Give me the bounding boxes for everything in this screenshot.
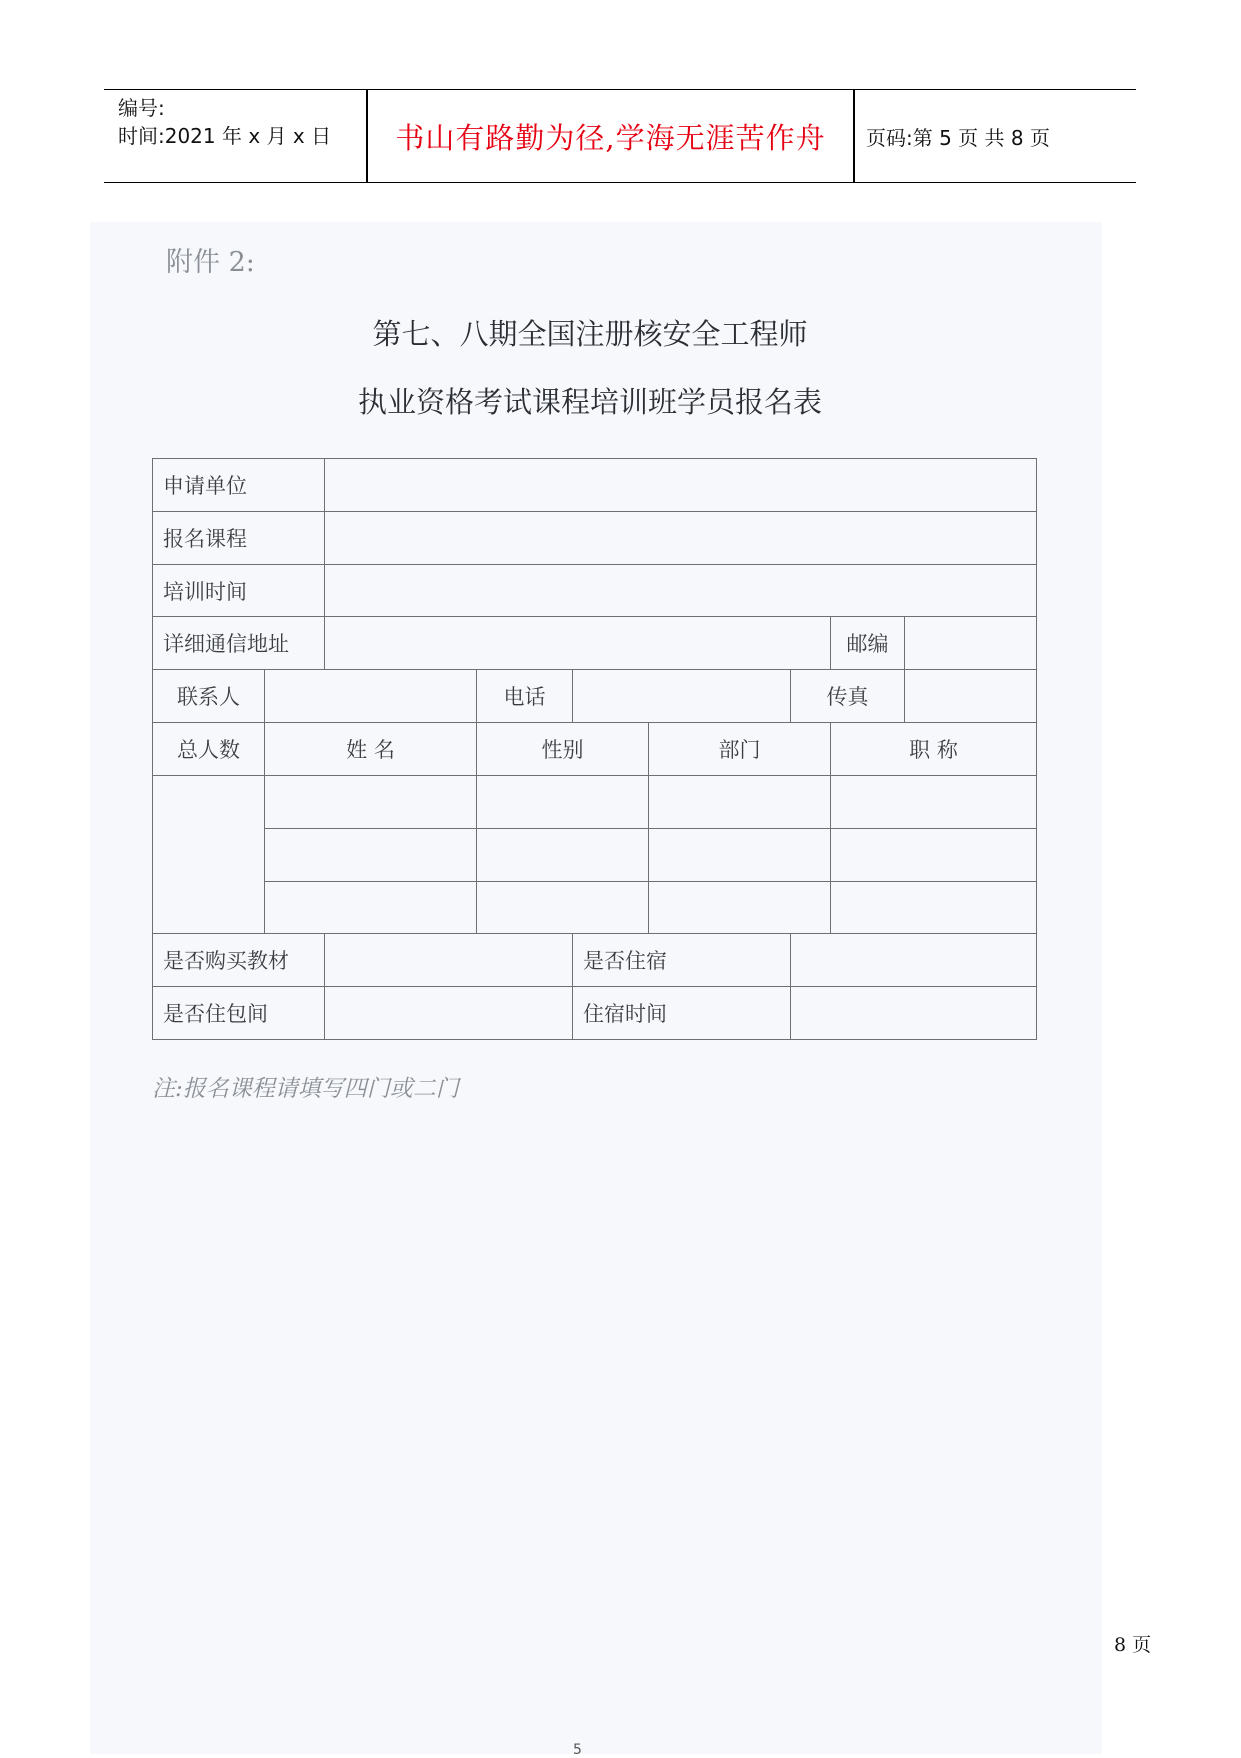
department-cell[interactable] xyxy=(649,881,831,934)
name-cell[interactable] xyxy=(265,881,477,934)
department-cell[interactable] xyxy=(649,775,831,828)
private-room-field[interactable] xyxy=(325,987,573,1040)
job-title-cell[interactable] xyxy=(831,828,1037,881)
postcode-field[interactable] xyxy=(905,617,1037,670)
header-motto: 书山有路勤为径,学海无涯苦作舟 xyxy=(395,120,826,155)
form-note: 注:报名课程请填写四门或二门 xyxy=(152,1076,459,1102)
registration-form-table xyxy=(152,458,1037,1040)
phone-field[interactable] xyxy=(573,670,791,723)
buy-materials-field[interactable] xyxy=(325,934,573,987)
job-title-cell[interactable] xyxy=(831,775,1037,828)
page-header xyxy=(104,89,1136,183)
job-title-header: 职 称 xyxy=(831,723,1037,776)
training-time-field[interactable] xyxy=(325,564,1037,617)
gender-cell[interactable] xyxy=(477,881,649,934)
applicant-unit-label: 申请单位 xyxy=(153,459,325,512)
table-row xyxy=(153,564,1037,617)
scan-page-number: 5 xyxy=(573,1742,582,1758)
accommodation-time-label: 住宿时间 xyxy=(573,987,791,1040)
number-label: 编号: xyxy=(118,96,165,120)
table-row xyxy=(153,459,1037,512)
form-title-line2: 执业资格考试课程培训班学员报名表 xyxy=(357,385,822,419)
accommodation-field[interactable] xyxy=(791,934,1037,987)
accommodation-label: 是否住宿 xyxy=(573,934,791,987)
department-header: 部门 xyxy=(649,723,831,776)
table-row xyxy=(153,881,1037,934)
gender-header: 性别 xyxy=(477,723,649,776)
address-field[interactable] xyxy=(325,617,831,670)
time-line: 时间:2021 年 x 月 x 日 xyxy=(118,124,332,148)
total-people-field[interactable] xyxy=(153,775,265,933)
scanned-page xyxy=(90,222,1102,1758)
page-footer: 8 页 xyxy=(1114,1634,1152,1656)
accommodation-time-field[interactable] xyxy=(791,987,1037,1040)
header-divider xyxy=(853,90,855,182)
fax-field[interactable] xyxy=(905,670,1037,723)
table-row xyxy=(153,723,1037,776)
name-cell[interactable] xyxy=(265,828,477,881)
table-row xyxy=(153,511,1037,564)
table-row xyxy=(153,934,1037,987)
buy-materials-label: 是否购买教材 xyxy=(153,934,325,987)
table-row xyxy=(153,617,1037,670)
course-field[interactable] xyxy=(325,511,1037,564)
department-cell[interactable] xyxy=(649,828,831,881)
fax-label: 传真 xyxy=(791,670,905,723)
name-header: 姓 名 xyxy=(265,723,477,776)
phone-label: 电话 xyxy=(477,670,573,723)
gender-cell[interactable] xyxy=(477,775,649,828)
contact-label: 联系人 xyxy=(153,670,265,723)
course-label: 报名课程 xyxy=(153,511,325,564)
table-row xyxy=(153,987,1037,1040)
applicant-unit-field[interactable] xyxy=(325,459,1037,512)
header-left xyxy=(118,94,331,150)
postcode-label: 邮编 xyxy=(831,617,905,670)
job-title-cell[interactable] xyxy=(831,881,1037,934)
address-label: 详细通信地址 xyxy=(153,617,325,670)
header-page-info: 页码:第 5 页 共 8 页 xyxy=(866,125,1050,150)
contact-field[interactable] xyxy=(265,670,477,723)
private-room-label: 是否住包间 xyxy=(153,987,325,1040)
gender-cell[interactable] xyxy=(477,828,649,881)
attachment-label: 附件 2: xyxy=(166,247,255,278)
table-row xyxy=(153,828,1037,881)
form-title-line1: 第七、八期全国注册核安全工程师 xyxy=(372,317,808,351)
name-cell[interactable] xyxy=(265,775,477,828)
table-row xyxy=(153,670,1037,723)
total-people-label: 总人数 xyxy=(153,723,265,776)
table-row xyxy=(153,775,1037,828)
training-time-label: 培训时间 xyxy=(153,564,325,617)
